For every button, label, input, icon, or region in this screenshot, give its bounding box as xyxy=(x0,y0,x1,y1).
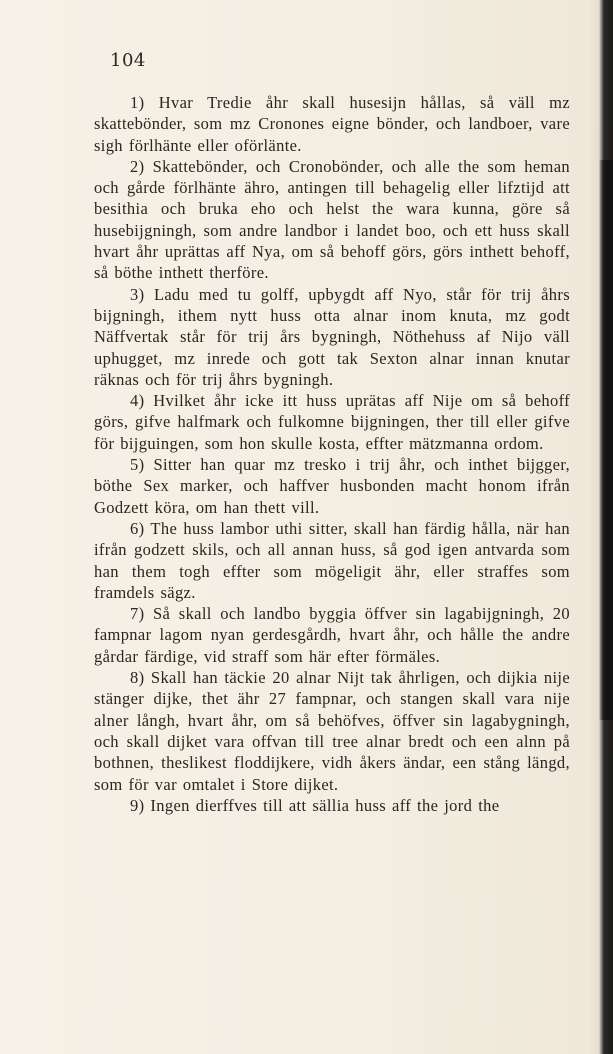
body-text xyxy=(94,92,570,816)
paragraph-6: 6) The huss lambor uthi sitter, skall han färdig hålla, när han ifrån godzett skils, och all annan huss, så god igen antvarda som han them togh effter som mögeligit ähr, eller straffes som framdels sägz. xyxy=(94,518,570,602)
paragraph-4: 4) Hvilket åhr icke itt huss uprätas aff Nije om så behoff görs, gifve halfmark och fulkomne bijgningen, ther till eller gifve för bijguingen, som hon skulle kosta, effter mätzmanna ordom. xyxy=(94,391,570,453)
paragraph-3: 3) Ladu med tu golff, upbygdt aff Nyo, står för trij åhrs bijgningh, ithem nytt huss otta alnar inom knuta, mz godt Näffvertak står för trij års bygningh, Nöthehuss af Nijo väll uphugget, mz inrede och gott tak Sexton alnar innan knutar räknas och för trij åhrs bygningh. xyxy=(94,284,570,389)
page-binding-edge xyxy=(599,0,613,1054)
paragraph-7: 7) Så skall och landbo byggia öffver sin lagabijgningh, 20 fampnar lagom nyan gerdesgårdh, hvart åhr, och hålle the andre gårdar färdige, vid straff som här efter förmäles. xyxy=(94,604,570,666)
paragraph-8: 8) Skall han täckie 20 alnar Nijt tak åhrligen, och dijkia nije stänger dijke, thet ähr 27 fampnar, och stangen skall vara nije alner långh, hvart åhr, om så behöfves, öffver sin lagabygningh, och skall dijket vara offvan till tree alnar bredt och een alnn på bothnen, theslikest floddijkere, vidh åkers ändar, een stång längd, som för var omtalet i Store dijket. xyxy=(94,668,570,794)
paragraph-5: 5) Sitter han quar mz tresko i trij åhr, och inthet bijgger, böthe Sex marker, och haffver husbonden macht honom ifrån Godzett köra, om han thett vill. xyxy=(94,455,570,517)
paragraph-1: 1) Hvar Tredie åhr skall husesijn hållas, så väll mz skattebönder, som mz Cronones eigne bönder, och landboer, vare sigh förlhänte eller oförlänte. xyxy=(94,93,570,155)
paragraph-9: 9) Ingen dierffves till att sällia huss aff the jord the xyxy=(130,795,500,815)
paragraph-2: 2) Skattebönder, och Cronobönder, och alle the som heman och gårde förlhänte ähro, antingen till behagelig eller lifztijd att besithia och bruka eho och helst the wara kunna, göre så husebijgningh, som andre landbor i landet boo, och ett huss skall hvart åhr uprättas aff Nya, om så behoff görs, görs inthett behoff, så böthe inthett therföre. xyxy=(94,156,570,283)
page-number: 104 xyxy=(110,50,146,71)
